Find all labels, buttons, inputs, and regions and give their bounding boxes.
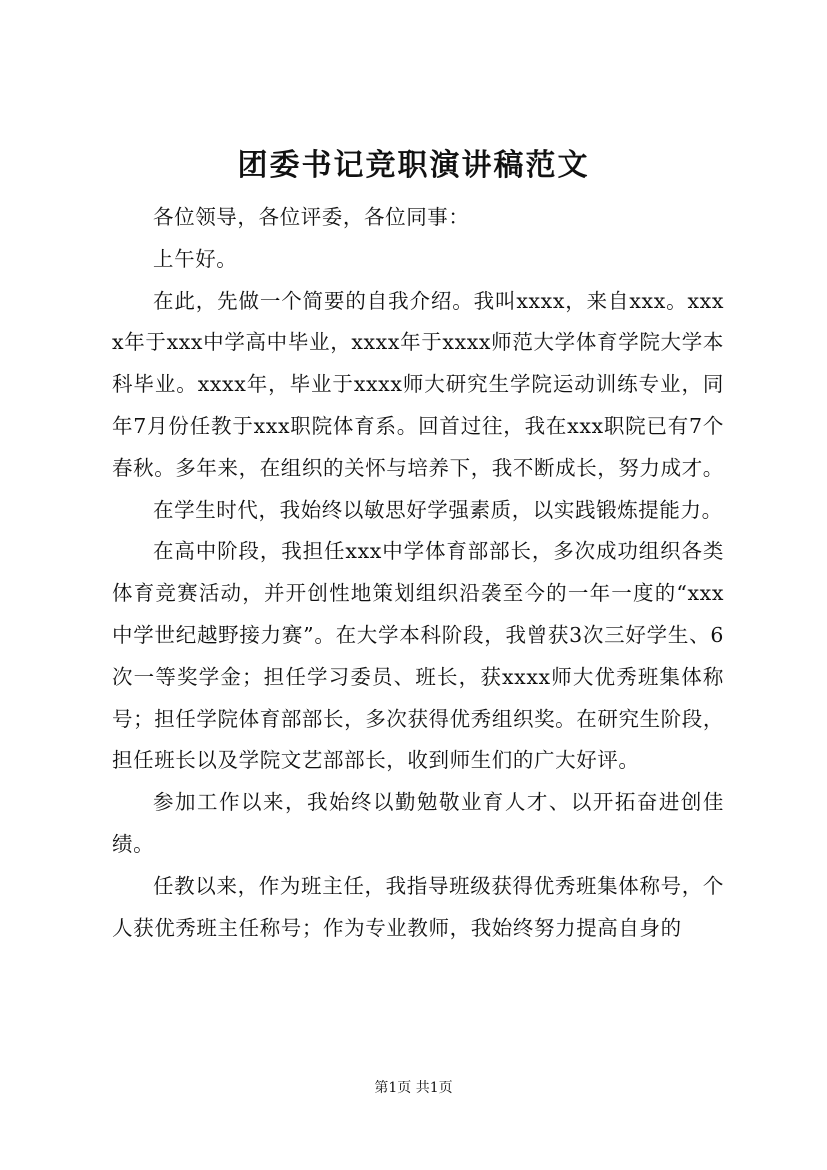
paragraph-greeting: 各位领导，各位评委，各位同事： [153,205,470,229]
paragraph-student-era: 在学生时代，我始终以敏思好学强素质，以实践锻炼提能力。 [153,497,723,522]
document-title: 团委书记竞职演讲稿范文 [237,148,590,183]
paragraph-school-achievements: 在高中阶段，我担任xxx中学体育部部长，多次成功组织各类体育竞赛活动，并开创性地策划组织沿袭至今的一年一度的“xxx中学世纪越野接力赛”。在大学本科阶段，我曾获3次三好学生、6次一等奖学金；担任学习委员、班长，获xxxx师大优秀班集体称号；担任学院体育部部长，多次获得优秀组织奖。在研究生阶段，担任班长以及学院文艺部部长，收到师生们的广大好评。 [112,539,724,773]
paragraph-teaching: 任教以来，作为班主任，我指导班级获得优秀班集体称号，个人获优秀班主任称号；作为专业教师，我始终努力提高自身的 [112,873,724,940]
paragraph-salutation: 上午好。 [153,246,238,271]
paragraph-work-intro: 参加工作以来，我始终以勤勉敬业育人才、以开拓奋进创佳绩。 [112,790,724,856]
paragraph-introduction: 在此，先做一个简要的自我介绍。我叫xxxx，来自xxx。xxxx年于xxx中学高中毕业，xxxx年于xxxx师范大学体育学院大学本科毕业。xxxx年，毕业于xxxx师大研究生学院运动训练专业，同年7月份任教于xxx职院体育系。回首过往，我在xxx职院已有7个春秋。多年来，在组织的关怀与培养下，我不断成长，努力成才。 [112,288,724,480]
document-body [112,197,724,949]
page-footer: 第1页 共1页 [374,1080,453,1096]
